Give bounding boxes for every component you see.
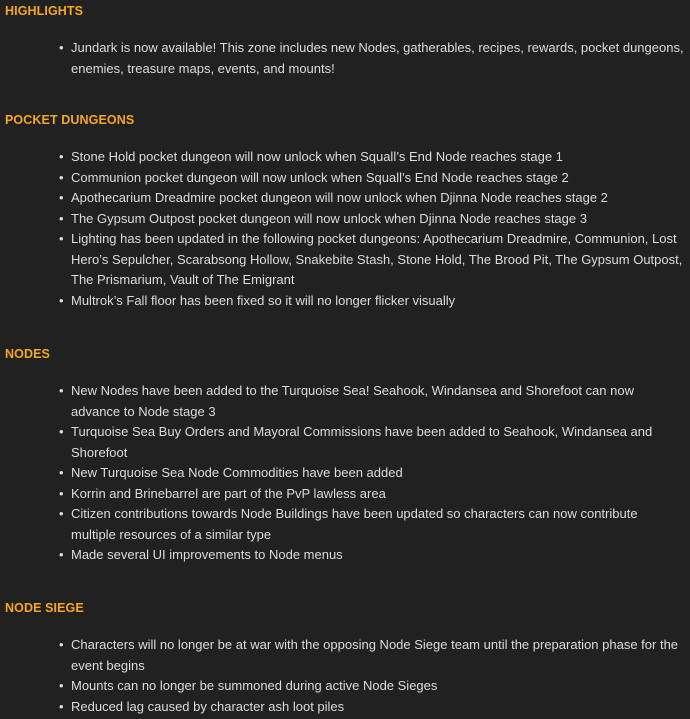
list-item: • New Turquoise Sea Node Commodities have been added bbox=[71, 463, 684, 484]
section-title-pocket-dungeons: POCKET DUNGEONS bbox=[5, 113, 135, 127]
list-item: • Lighting has been updated in the following pocket dungeons: Apothecarium Dreadmire, Communion, Lost Hero’s Sepulcher, Scarabsong Hollow, Snakebite Stash, Stone Hold, The Brood Pit, The Gypsum Outpost, The Prismarium, Vault of The Emigrant bbox=[71, 229, 684, 291]
list-item: • Made several UI improvements to Node menus bbox=[71, 545, 684, 566]
list-item: • Korrin and Brinebarrel are part of the PvP lawless area bbox=[71, 484, 684, 505]
list-item: • Stone Hold pocket dungeon will now unlock when Squall’s End Node reaches stage 1 bbox=[71, 147, 684, 168]
list-item: • Citizen contributions towards Node Buildings have been updated so characters can now contribute multiple resources of a similar type bbox=[71, 504, 684, 545]
section-title-node-siege: NODE SIEGE bbox=[5, 601, 84, 615]
pocket-dungeons-list bbox=[5, 147, 684, 311]
section-title-highlights: HIGHLIGHTS bbox=[5, 4, 84, 18]
list-item: • Turquoise Sea Buy Orders and Mayoral Commissions have been added to Seahook, Windansea and Shorefoot bbox=[71, 422, 684, 463]
section-title-nodes: NODES bbox=[5, 347, 50, 361]
nodes-list bbox=[5, 381, 684, 566]
list-item: • Communion pocket dungeon will now unlock when Squall’s End Node reaches stage 2 bbox=[71, 168, 684, 189]
list-item: • Reduced lag caused by character ash loot piles bbox=[71, 697, 684, 718]
list-item: • The Gypsum Outpost pocket dungeon will now unlock when Djinna Node reaches stage 3 bbox=[71, 209, 684, 230]
section-nodes bbox=[5, 346, 684, 566]
node-siege-list bbox=[5, 635, 684, 717]
section-pocket-dungeons bbox=[5, 112, 684, 311]
list-item: • Mounts can no longer be summoned during active Node Sieges bbox=[71, 676, 684, 697]
section-node-siege bbox=[5, 600, 684, 717]
list-item: • Multrok’s Fall floor has been fixed so it will no longer flicker visually bbox=[71, 291, 684, 312]
highlights-list bbox=[5, 38, 684, 79]
list-item: • Apothecarium Dreadmire pocket dungeon will now unlock when Djinna Node reaches stage 2 bbox=[71, 188, 684, 209]
list-item: • New Nodes have been added to the Turquoise Sea! Seahook, Windansea and Shorefoot can now advance to Node stage 3 bbox=[71, 381, 684, 422]
section-highlights bbox=[5, 0, 684, 79]
list-item: • Jundark is now available! This zone includes new Nodes, gatherables, recipes, rewards, pocket dungeons, enemies, treasure maps, events, and mounts! bbox=[71, 38, 684, 79]
list-item: • Characters will no longer be at war with the opposing Node Siege team until the preparation phase for the event begins bbox=[71, 635, 684, 676]
